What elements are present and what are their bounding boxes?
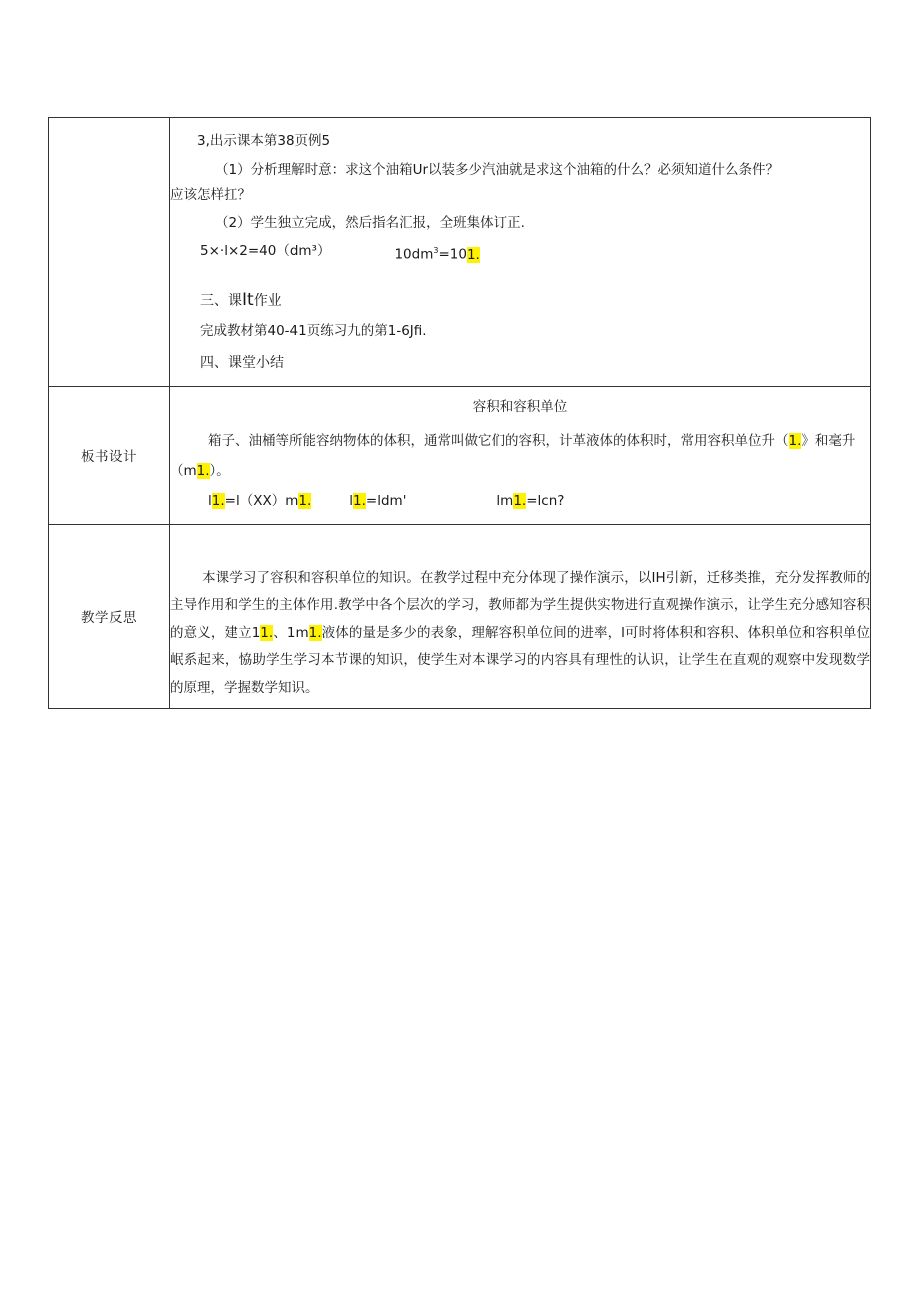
board-title: 容积和容积单位 [472,398,568,415]
formula-1: l1.=l（XX）m1. [208,492,312,509]
reflection-cell [170,524,871,709]
row-label-reflection: 教学反思 [49,524,170,709]
board-design-cell [170,386,871,524]
unit-conversion: $10dm^3=101$. [394,246,480,263]
volume-calculation: 5×·l×2=40（dm³） [200,243,331,259]
formula-2: l1.=ldm' [349,492,407,509]
formula-3: lm1.=lcn? [496,492,565,509]
homework-line: 完成教材第40-41页练习九的第1-6Jfi. [200,322,427,339]
question-2-line: （2）学生独立完成，然后指名汇报，全班集体订正. [215,215,525,231]
teaching-process-cell [170,118,871,387]
row-label-empty [49,118,170,387]
row-label-board-design: 板书设计 [49,386,170,524]
question-1-continued: 应该怎样扛？ [170,187,251,203]
section-3-heading: 三、课It作业 [200,289,282,310]
table-row [49,524,871,709]
question-1-line: （1）分析理解时意：求这个油箱Ur以装多少汽油就是求这个油箱的什么？必须知道什么条件？ [215,162,780,178]
reflection-body: 本课学习了容积和容积单位的知识。在教学过程中充分体现了操作演示，以IH引新，迁移类推，充分发挥教师的主导作用和学生的主体作用.教学中各个层次的学习，教师都为学生提供实物进行直观操作演示，让学生充分感知容积的意义，建立11.、1m1.液体的量是多少的表象，理解容积单位间的进率，l可时将体积和容积、体积单位和容积单位岷系起来，恊助学生学习本节课的知识，使学生对本课学习的内容具有理性的认识，让学生在直观的观察中发现数学的原理，学握数学知识。 [170,569,871,696]
board-formulas [208,492,870,510]
section-4-heading: 四、课堂小结 [200,354,284,371]
table-row [49,118,871,387]
step-3-line: 3,出示课本第38页例5 [197,133,331,149]
board-body: 箱子、油桶等所能容纳物体的体积，通常叫做它们的容积，计革液体的体积时，常用容积单位升（1.》和毫升（m1.）。 [170,432,856,479]
lesson-plan-table [48,117,871,709]
table-row [49,386,871,524]
calculation-line [200,242,870,264]
